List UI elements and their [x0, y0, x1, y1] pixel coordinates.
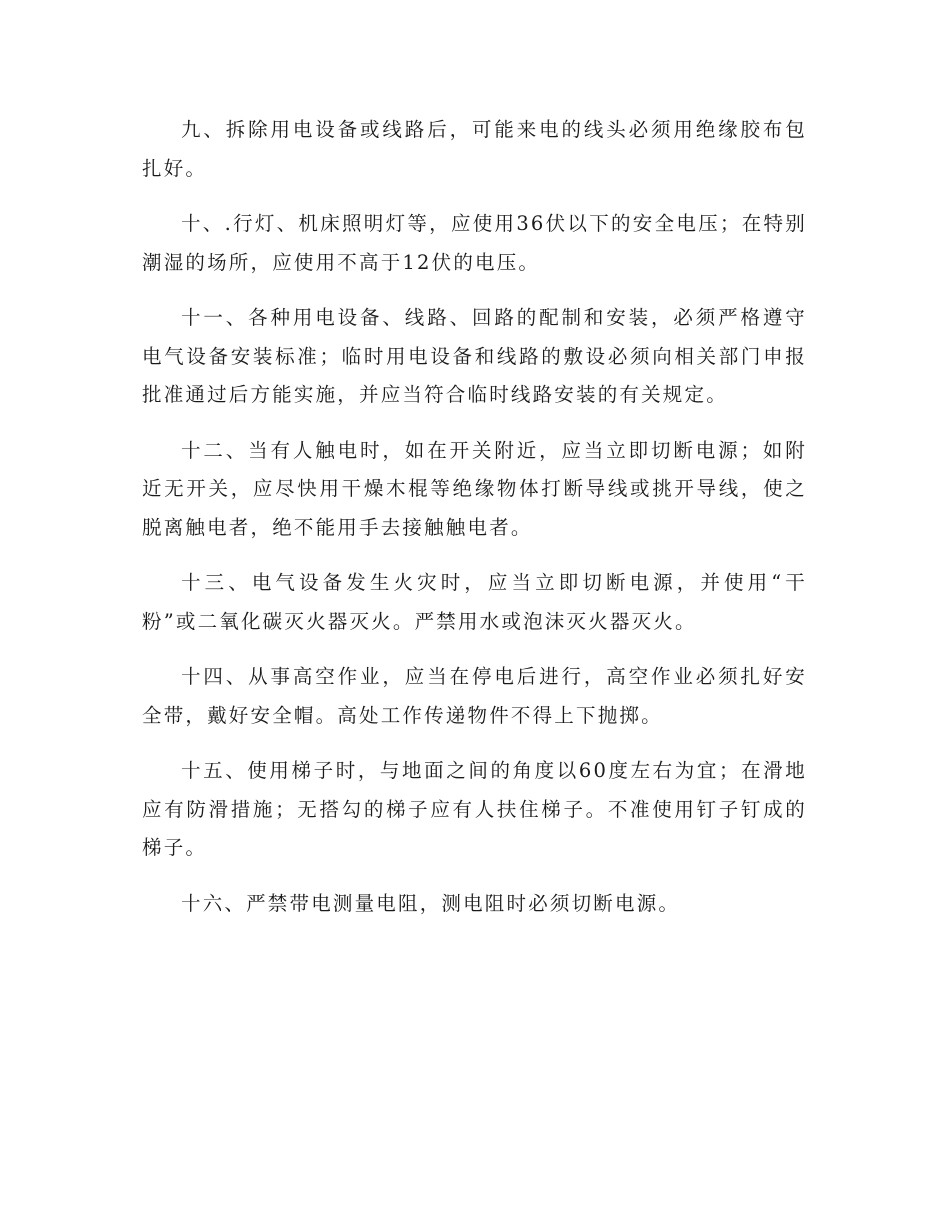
paragraph-rule-14: 十四、从事高空作业，应当在停电后进行，高空作业必须扎好安全带，戴好安全帽。高处工作传递物件不得上下抛掷。	[142, 665, 807, 727]
paragraph-rule-12: 十二、当有人触电时，如在开关附近，应当立即切断电源；如附近无开关，应尽快用干燥木棍等绝缘物体打断导线或挑开导线，使之脱离触电者，绝不能用手去接触触电者。	[142, 438, 807, 539]
paragraph-rule-11: 十一、各种用电设备、线路、回路的配制和安装，必须严格遵守电气设备安装标准；临时用电设备和线路的敷设必须向相关部门申报批准通过后方能实施，并应当符合临时线路安装的有关规定。	[142, 306, 807, 406]
paragraph-rule-13: 十三、电气设备发生火灾时，应当立即切断电源，并使用“干粉”或二氧化碳灭火器灭火。严禁用水或泡沫灭火器灭火。	[142, 571, 807, 633]
paragraph-rule-9: 九、拆除用电设备或线路后，可能来电的线头必须用绝缘胶布包扎好。	[142, 118, 807, 180]
document-body	[142, 111, 807, 923]
paragraph-rule-10: 十、.行灯、机床照明灯等，应使用36伏以下的安全电压；在特别潮湿的场所，应使用不高于12伏的电压。	[142, 212, 807, 274]
paragraph-rule-15: 十五、使用梯子时，与地面之间的角度以60度左右为宜；在滑地应有防滑措施；无搭勾的梯子应有人扶住梯子。不准使用钉子钉成的梯子。	[142, 759, 807, 859]
paragraph-rule-16: 十六、严禁带电测量电阻，测电阻时必须切断电源。	[181, 891, 681, 915]
